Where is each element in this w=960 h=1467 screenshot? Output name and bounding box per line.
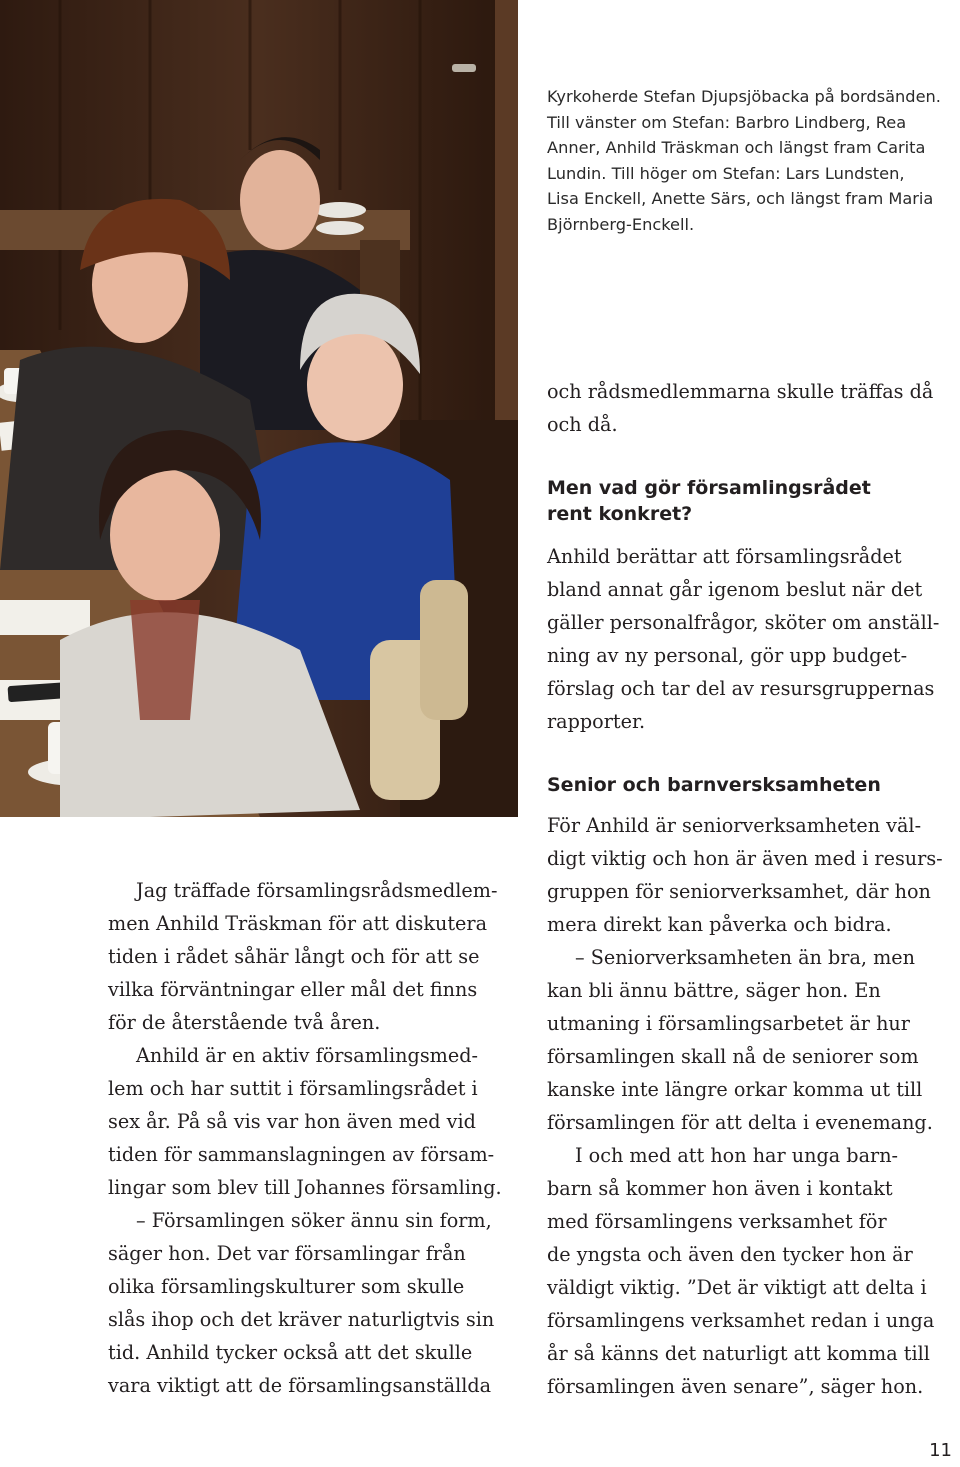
- text-line: slås ihop och det kräver naturligtvis sin: [108, 1308, 495, 1331]
- intro-text: [108, 874, 528, 1402]
- paragraph-senior: [547, 809, 955, 1403]
- text-line: lem och har suttit i församlingsrådet i: [108, 1077, 478, 1100]
- paragraph-responsibilities: [547, 540, 955, 738]
- text-line: vilka förväntningar eller mål det finns: [108, 978, 478, 1001]
- text-line: tiden för sammanslagningen av försam-: [108, 1143, 495, 1166]
- text-line: för de återstående två åren.: [108, 1011, 381, 1034]
- text-line: lingar som blev till Johannes församling.: [108, 1176, 502, 1199]
- text-line: Anhild är en aktiv församlingsmed-: [136, 1044, 478, 1067]
- caption-line: Kyrkoherde Stefan Djupsjöbacka på bordsänden.: [547, 87, 941, 106]
- text-line: förslag och tar del av resursgruppernas: [547, 677, 935, 700]
- text-line: bland annat går igenom beslut när det: [547, 578, 923, 601]
- text-line: väldigt viktig. ”Det är viktigt att delta i: [547, 1276, 927, 1299]
- text-line: församlingen skall nå de seniorer som: [547, 1045, 919, 1068]
- text-line: år så känns det naturligt att komma till: [547, 1342, 930, 1365]
- text-line: tiden i rådet såhär långt och för att se: [108, 945, 480, 968]
- section-heading-konkret: [547, 475, 955, 527]
- text-line: säger hon. Det var församlingar från: [108, 1242, 466, 1265]
- caption-line: Anner, Anhild Träskman och längst fram Carita: [547, 138, 926, 157]
- text-line: ning av ny personal, gör upp budget-: [547, 644, 908, 667]
- text-line: kan bli ännu bättre, säger hon. En: [547, 979, 881, 1002]
- continuation-paragraph: [547, 375, 955, 441]
- text-line: men Anhild Träskman för att diskutera: [108, 912, 488, 935]
- photo-caption: [547, 84, 947, 237]
- caption-line: Björnberg-Enckell.: [547, 214, 695, 234]
- text-line: Jag träffade församlingsrådsmedlem-: [136, 879, 498, 902]
- caption-line: Lisa Enckell, Anette Särs, och längst fram Maria: [547, 189, 934, 208]
- text-line: församlingen för att delta i evenemang.: [547, 1111, 933, 1134]
- text-line: sex år. På så vis var hon även med vid: [108, 1110, 476, 1133]
- text-line: vara viktigt att de församlingsanställda: [108, 1374, 492, 1397]
- heading-line: Senior och barnversksamheten: [547, 774, 881, 796]
- page-number: 11: [929, 1440, 952, 1461]
- text-line: tid. Anhild tycker också att det skulle: [108, 1341, 473, 1364]
- caption-line: Till vänster om Stefan: Barbro Lindberg, Rea: [547, 112, 907, 132]
- text-line: I och med att hon har unga barn-: [575, 1144, 899, 1167]
- text-line: – Seniorverksamheten än bra, men: [575, 946, 916, 969]
- text-line: och rådsmedlemmarna skulle träffas då: [547, 380, 934, 403]
- text-line: kanske inte längre orkar komma ut till: [547, 1078, 923, 1101]
- text-line: gruppen för seniorverksamhet, där hon: [547, 880, 931, 903]
- text-line: utmaning i församlingsarbetet är hur: [547, 1012, 910, 1035]
- meeting-photo-illustration: [0, 0, 518, 817]
- text-line: församlingen även senare”, säger hon.: [547, 1375, 924, 1398]
- text-line: och då.: [547, 413, 618, 436]
- text-line: de yngsta och även den tycker hon är: [547, 1243, 913, 1266]
- text-line: olika församlingskulturer som skulle: [108, 1275, 465, 1298]
- text-line: För Anhild är seniorverksamheten väl-: [547, 814, 922, 837]
- meeting-photo: [0, 0, 518, 817]
- text-line: rapporter.: [547, 710, 646, 733]
- heading-line: rent konkret?: [547, 503, 693, 525]
- text-line: med församlingens verksamhet för: [547, 1210, 887, 1233]
- text-line: gäller personalfrågor, sköter om anställ-: [547, 611, 940, 634]
- text-line: mera direkt kan påverka och bidra.: [547, 913, 892, 936]
- caption-line: Lundin. Till höger om Stefan: Lars Lundsten,: [547, 163, 905, 183]
- door-handle: [452, 64, 476, 72]
- text-line: digt viktig och hon är även med i resurs-: [547, 847, 943, 870]
- text-line: barn så kommer hon även i kontakt: [547, 1177, 893, 1200]
- text-line: församlingens verksamhet redan i unga: [547, 1309, 935, 1332]
- text-line: – Församlingen söker ännu sin form,: [136, 1209, 492, 1232]
- text-line: Anhild berättar att församlingsrådet: [547, 545, 902, 568]
- section-heading-senior: [547, 772, 955, 798]
- heading-line: Men vad gör församlingsrådet: [547, 477, 871, 499]
